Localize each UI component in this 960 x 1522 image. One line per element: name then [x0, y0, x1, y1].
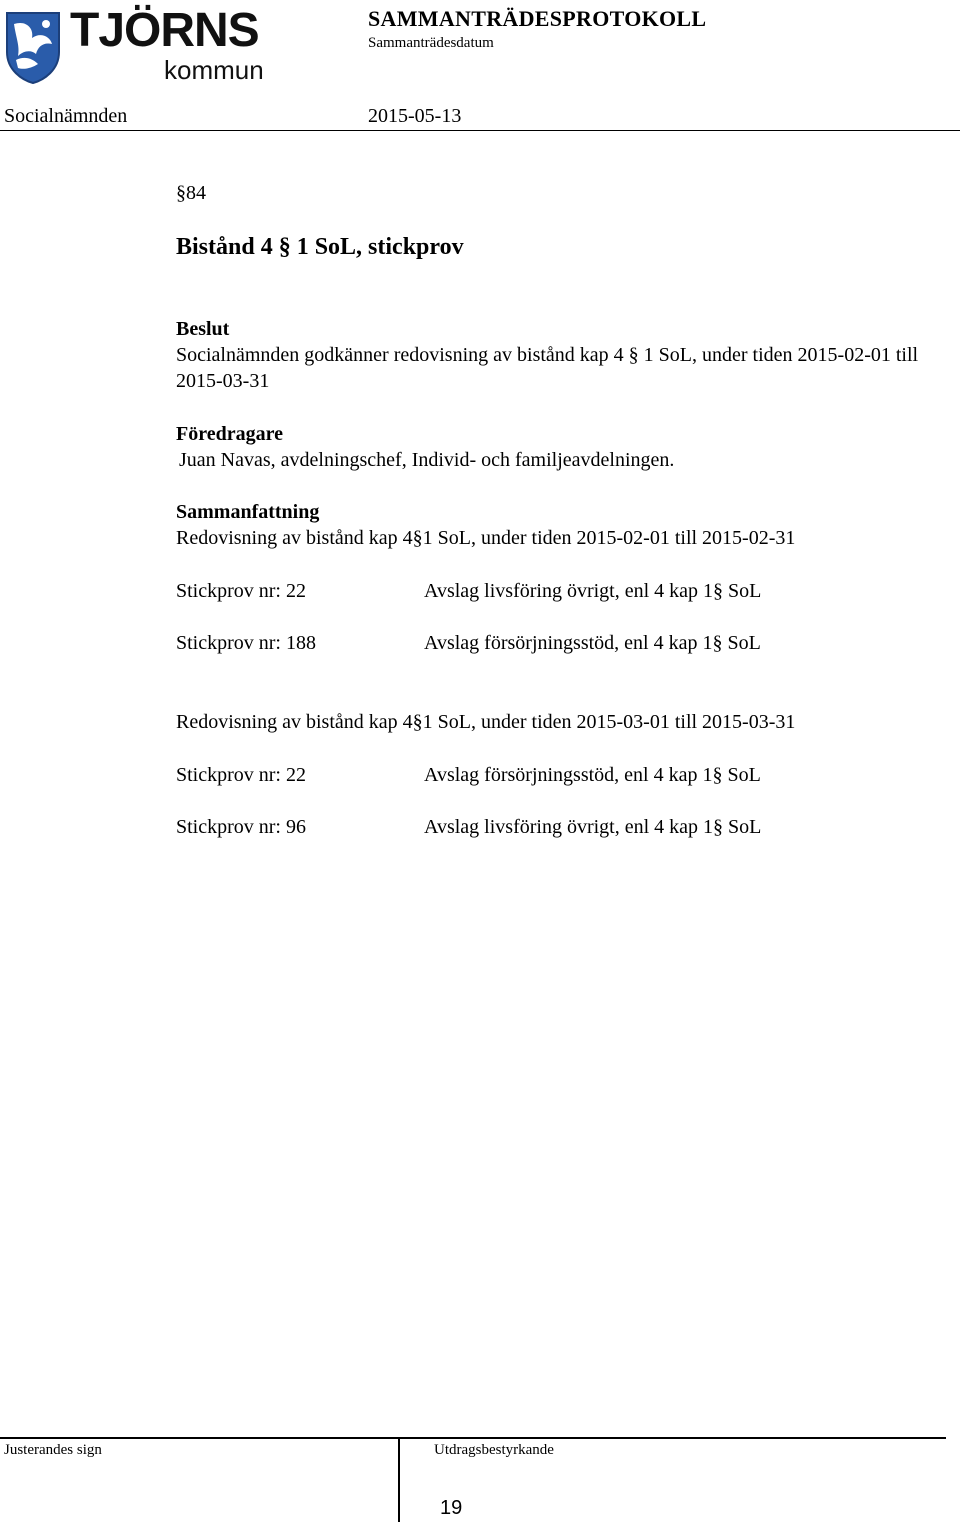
municipal-coat-of-arms-icon: [4, 10, 62, 84]
summary-period-1: Redovisning av bistånd kap 4§1 SoL, under tiden 2015-02-01 till 2015-02-31: [176, 527, 796, 549]
tjorns-kommun-logo: [4, 4, 266, 85]
logo-subtitle: kommun: [164, 55, 264, 85]
sample-result: Avslag försörjningsstöd, enl 4 kap 1§ SoL: [424, 632, 761, 654]
item-title: Bistånd 4 § 1 SoL, stickprov: [176, 234, 464, 260]
decision-heading: Beslut: [176, 318, 230, 340]
extract-certification-label: Utdragsbestyrkande: [434, 1442, 554, 1458]
paragraph-number: §84: [176, 182, 206, 204]
logo-wordmark: TJÖRNS: [70, 4, 259, 57]
footer-column-divider: [398, 1437, 400, 1522]
adjuster-signature-label: Justerandes sign: [4, 1442, 102, 1458]
sample-number: Stickprov nr: 188: [176, 632, 316, 654]
decision-text: Socialnämnden godkänner redovisning av bistånd kap 4 § 1 SoL, under tiden 2015-02-01 till 2015-03-31: [176, 344, 919, 392]
sample-result: Avslag försörjningsstöd, enl 4 kap 1§ SoL: [424, 764, 761, 786]
header-divider: [0, 130, 960, 131]
sample-result: Avslag livsföring övrigt, enl 4 kap 1§ SoL: [424, 580, 762, 602]
page-number: 19: [440, 1497, 463, 1519]
meeting-date: 2015-05-13: [368, 105, 462, 127]
sample-result: Avslag livsföring övrigt, enl 4 kap 1§ SoL: [424, 816, 762, 838]
presenter-text: Juan Navas, avdelningschef, Individ- och familjeavdelningen.: [179, 449, 675, 471]
footer-divider: [0, 1437, 946, 1439]
sample-number: Stickprov nr: 22: [176, 764, 306, 786]
committee-name: Socialnämnden: [4, 105, 128, 127]
protocol-title: SAMMANTRÄDESPROTOKOLL: [368, 6, 707, 31]
summary-heading: Sammanfattning: [176, 501, 320, 523]
summary-period-2: Redovisning av bistånd kap 4§1 SoL, under tiden 2015-03-01 till 2015-03-31: [176, 711, 796, 733]
presenter-heading: Föredragare: [176, 423, 284, 445]
sample-number: Stickprov nr: 96: [176, 816, 306, 838]
sample-number: Stickprov nr: 22: [176, 580, 306, 602]
protocol-date-label: Sammanträdesdatum: [368, 35, 494, 51]
